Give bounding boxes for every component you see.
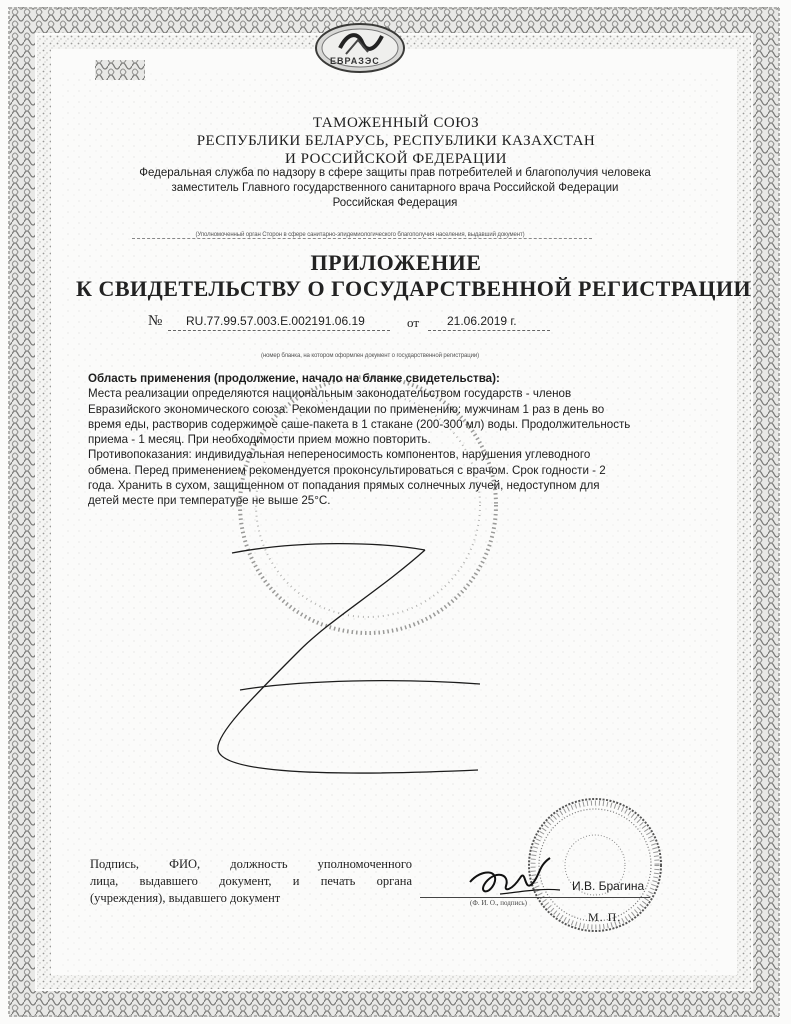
body-paragraph-1: Места реализации определяются национальным законодательством государств - членов Евразийского экономического союза. Рекомендации по применению: мужчинам 1 раз в день во время еды, растворив содержимое саше-пакета в 1 стакане (200-300 мл) воды. Продолжительность приема - 1 месяц. При необходимости прием можно повторить.	[88, 387, 631, 447]
signature-label-line-1: Подпись, ФИО, должность уполномоченного	[90, 857, 412, 871]
registration-date: 21.06.2019 г.	[447, 314, 517, 328]
agency-line-2: заместитель Главного государственного санитарного врача Российской Федерации	[171, 182, 619, 194]
header-line-2: РЕСПУБЛИКИ БЕЛАРУСЬ, РЕСПУБЛИКИ КАЗАХСТАН	[196, 133, 596, 149]
title-line-1: ПРИЛОЖЕНИЕ	[310, 250, 482, 275]
signature-caption: (Ф. И. О., подпись)	[470, 899, 527, 907]
agency-line-3: Российская Федерация	[332, 197, 458, 209]
registration-caption: (номер бланка, на котором оформлен документ о государственной регистрации)	[260, 353, 480, 359]
signature-label-line-2: лица, выдавшего документ, и печать органа	[90, 874, 412, 888]
title-line-2: К СВИДЕТЕЛЬСТВУ О ГОСУДАРСТВЕННОЙ РЕГИСТРАЦИИ	[76, 276, 752, 301]
logo-text: ЕВРАЗЭС	[330, 56, 380, 66]
header-line-3: И РОССИЙСКОЙ ФЕДЕРАЦИИ	[284, 151, 507, 167]
agency-line-1: Федеральная служба по надзору в сфере защиты прав потребителей и благополучия человека	[139, 167, 651, 179]
registration-number: RU.77.99.57.003.Е.002191.06.19	[186, 314, 365, 328]
body-paragraph-2: Противопоказания: индивидуальная непереносимость компонентов, нарушения углеводного обмена. Перед применением рекомендуется проконсультироваться с врачом. Срок годности - 2 года. Хранить в сухом, защищенном от попадания прямых солнечных лучей, недоступном для детей месте при температуре не выше 25°С.	[88, 448, 606, 508]
agency-caption: (Уполномоченный орган Сторон в сфере санитарно-эпидемиологического благополучия населения, выдавший документ)	[195, 232, 525, 238]
signature-label	[90, 856, 412, 907]
signature-underline	[420, 897, 650, 898]
application-area-heading: Область применения (продолжение, начало на бланке свидетельства):	[88, 372, 500, 385]
header-line-1: ТАМОЖЕННЫЙ СОЮЗ	[312, 115, 480, 131]
registration-number-label: №	[148, 313, 163, 329]
signatory-name: И.В. Брагина	[572, 879, 645, 893]
registration-date-label: от	[407, 315, 420, 330]
signature-label-line-3: (учреждения), выдавшего документ	[90, 891, 281, 905]
stamp-place-label: М. П.	[588, 910, 622, 924]
